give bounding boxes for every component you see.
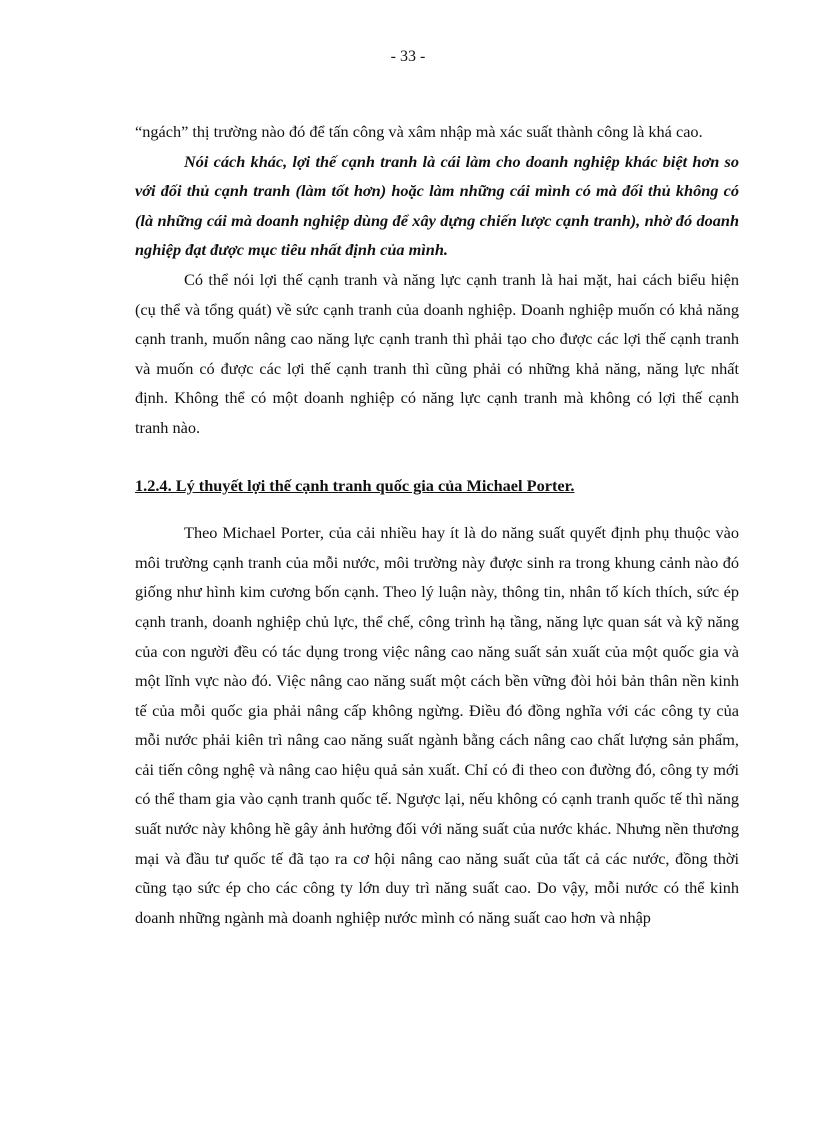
paragraph-porter-theory: Theo Michael Porter, của cải nhiều hay ít là do năng suất quyết định phụ thuộc vào môi trường cạnh tranh của mỗi nước, môi trường này được sinh ra trong khung cảnh nào đó giống như hình kim cương bốn cạnh. Theo lý luận này, thông tin, nhân tố kích thích, sức ép cạnh tranh, doanh nghiệp chủ lực, thể chế, công trình hạ tầng, năng lực quan sát và kỹ năng của con người đều có tác dụng trong việc nâng cao năng suất sản xuất của một quốc gia và một lĩnh vực nào đó. Việc nâng cao năng suất một cách bền vững đòi hỏi bản thân nền kinh tế của mỗi quốc gia phải nâng cấp không ngừng. Điều đó đồng nghĩa với các công ty của mỗi nước phải kiên trì nâng cao năng suất ngành bằng cách nâng cao chất lượng sản phẩm, cải tiến công nghệ và nâng cao hiệu quả sản xuất. Chỉ có đi theo con đường đó, công ty mới có thể tham gia vào cạnh tranh quốc tế. Ngược lại, nếu không có cạnh tranh quốc tế thì năng suất nước này không hề gây ảnh hưởng đối với năng suất của nước khác. Nhưng nền thương mại và đầu tư quốc tế đã tạo ra cơ hội nâng cao năng suất của tất cả các nước, đồng thời cũng tạo sức ép cho các công ty lớn duy trì năng suất cao. Do vậy, mỗi nước có thể kinh doanh những ngành mà doanh nghiệp nước mình có năng suất cao hơn và nhập [135,523,739,927]
paragraph-emphasis: Nói cách khác, lợi thế cạnh tranh là cái làm cho doanh nghiệp khác biệt hơn so với đối thủ cạnh tranh (làm tốt hơn) hoặc làm những cái mình có mà đối thủ không có (là những cái mà doanh nghiệp dùng để xây dựng chiến lược cạnh tranh), nhờ đó doanh nghiệp đạt được mục tiêu nhất định của mình. [135,151,739,260]
page-number: - 33 - [390,48,426,65]
section-heading: 1.2.4. Lý thuyết lợi thế cạnh tranh quốc gia của Michael Porter. [135,475,575,495]
paragraph-continuation: “ngách” thị trường nào đó để tấn công và xâm nhập mà xác suất thành công là khá cao. [135,122,703,141]
page-body [135,117,739,932]
paragraph-competitive-advantage: Có thể nói lợi thế cạnh tranh và năng lực cạnh tranh là hai mặt, hai cách biểu hiện (cụ thể và tổng quát) về sức cạnh tranh của doanh nghiệp. Doanh nghiệp muốn có khả năng cạnh tranh, muốn nâng cao năng lực cạnh tranh thì phải tạo cho được các lợi thế cạnh tranh và muốn có được các lợi thế cạnh tranh thì cũng phải có những khả năng, năng lực nhất định. Không thể có một doanh nghiệp có năng lực cạnh tranh mà không có lợi thế cạnh tranh nào. [135,269,739,437]
